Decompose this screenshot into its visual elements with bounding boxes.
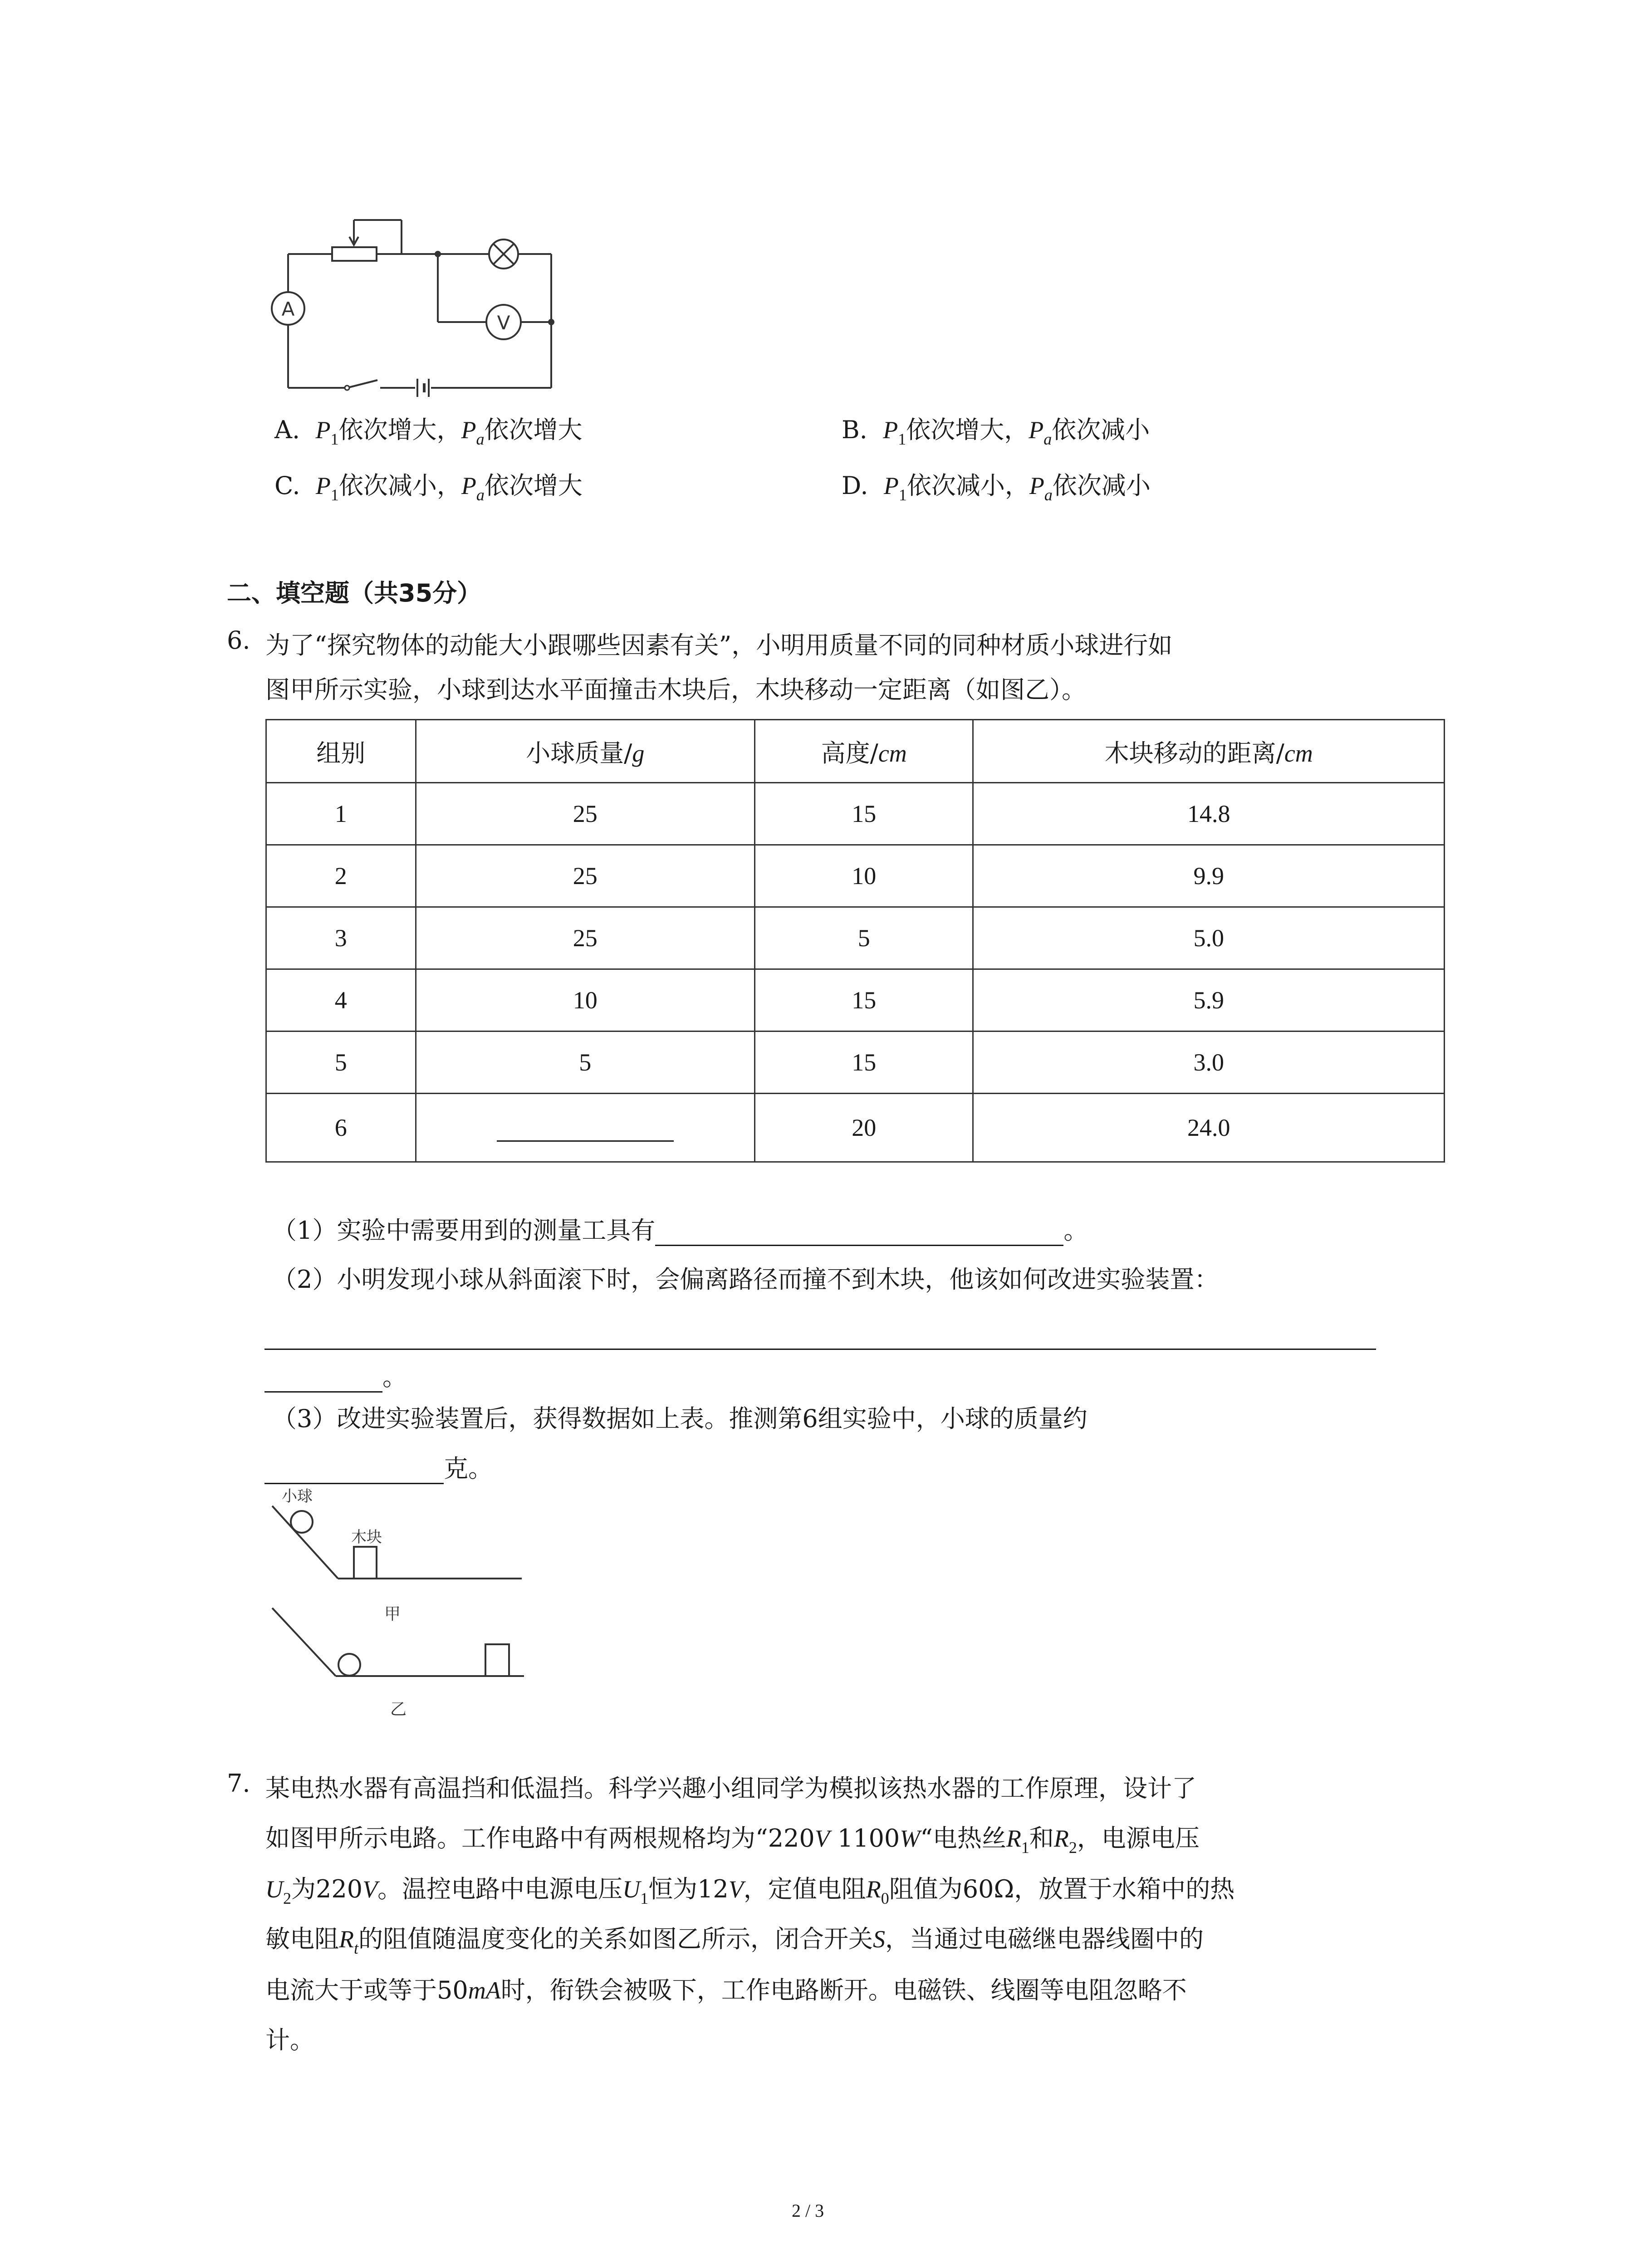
table-row: 1 25 15 14.8 <box>266 783 1445 845</box>
page-number: 2 / 3 <box>792 2200 824 2221</box>
ramp-figure <box>259 1483 540 1728</box>
col-header-distance: 木块移动的距离/cm <box>973 720 1445 783</box>
table-row: 4 10 15 5.9 <box>266 969 1445 1031</box>
voltmeter-label: V <box>497 312 510 334</box>
q7-line6: 计。 <box>265 2026 314 2054</box>
col-header-mass: 小球质量/g <box>416 720 754 783</box>
table-header-row <box>266 720 1445 783</box>
fig-a-label: 甲 <box>384 1605 401 1623</box>
q7-line2: 如图甲所示电路。工作电路中有两根规格均为“220V 1100W“电热丝$R_1$和$R_2$，电源电压 <box>265 1824 1200 1857</box>
fig-b-label: 乙 <box>390 1700 407 1719</box>
q6-sub3: （3）改进实验装置后，获得数据如上表。推测第6组实验中，小球的质量约 <box>272 1404 1087 1433</box>
q7-line4: 敏电阻$R_t$的阻值随温度变化的关系如图乙所示，闭合开关S，当通过电磁继电器线圈中的 <box>265 1925 1204 1957</box>
q6-stem-line1: 为了“探究物体的动能大小跟哪些因素有关”，小明用质量不同的同种材质小球进行如 <box>265 631 1173 660</box>
ammeter-label: A <box>281 298 295 320</box>
q6-sub1: （1）实验中需要用到的测量工具有 。 <box>272 1211 1088 1246</box>
option-d[interactable]: D. $P_1$依次减小，$P_a$依次减小 <box>842 471 1151 504</box>
option-b[interactable]: B. $P_1$依次增大，$P_a$依次减小 <box>842 415 1150 448</box>
ball-label: 小球 <box>282 1487 313 1505</box>
answer-blank-2a[interactable] <box>265 1322 1376 1350</box>
table-row: 6 20 24.0 <box>266 1094 1445 1162</box>
answer-blank-2b[interactable] <box>265 1365 382 1393</box>
option-letter: A. <box>274 415 300 444</box>
q6-sub2-end: 。 <box>265 1358 407 1393</box>
table-row: 5 5 15 3.0 <box>266 1031 1445 1094</box>
section-heading: 二、填空题（共35分） <box>227 579 482 607</box>
circuit-diagram <box>254 209 572 408</box>
col-header-group: 组别 <box>266 720 416 783</box>
ball-bottom <box>338 1654 360 1676</box>
option-letter: C. <box>274 471 300 500</box>
option-letter: B. <box>842 415 867 444</box>
block-label: 木块 <box>351 1528 382 1546</box>
q6-number: 6. <box>227 626 250 655</box>
option-letter: D. <box>842 471 868 500</box>
q6-stem-line2: 图甲所示实验，小球到达水平面撞击木块后，木块移动一定距离（如图乙）。 <box>265 675 1086 704</box>
answer-blank-3[interactable] <box>265 1457 444 1484</box>
table-row: 2 25 10 9.9 <box>266 845 1445 907</box>
q6-sub3-end: 克。 <box>265 1449 493 1484</box>
q7-line5: 电流大于或等于50mA时，衔铁会被吸下，工作电路断开。电磁铁、线圈等电阻忽略不 <box>265 1976 1187 2004</box>
q7-line3: $U_2$为220V。温控电路中电源电压$U_1$恒为12V，定值电阻$R_0$阻值为60Ω，放置于水箱中的热 <box>265 1875 1235 1907</box>
data-table <box>265 719 1445 1163</box>
col-header-height: 高度/cm <box>754 720 973 783</box>
q7-line1: 某电热水器有高温挡和低温挡。科学兴趣小组同学为模拟该热水器的工作原理，设计了 <box>265 1774 1196 1803</box>
option-a[interactable]: A. $P_1$依次增大，$P_a$依次增大 <box>274 415 583 448</box>
option-c[interactable]: C. $P_1$依次减小，$P_a$依次增大 <box>274 471 583 504</box>
answer-blank-1[interactable] <box>655 1218 1063 1246</box>
q6-sub2: （2）小明发现小球从斜面滚下时，会偏离路径而撞不到木块，他该如何改进实验装置： <box>272 1265 1219 1294</box>
table-row: 3 25 5 5.0 <box>266 907 1445 969</box>
ball-top <box>291 1511 313 1533</box>
q7-number: 7. <box>227 1769 250 1798</box>
mass-answer-blank[interactable] <box>416 1094 754 1162</box>
